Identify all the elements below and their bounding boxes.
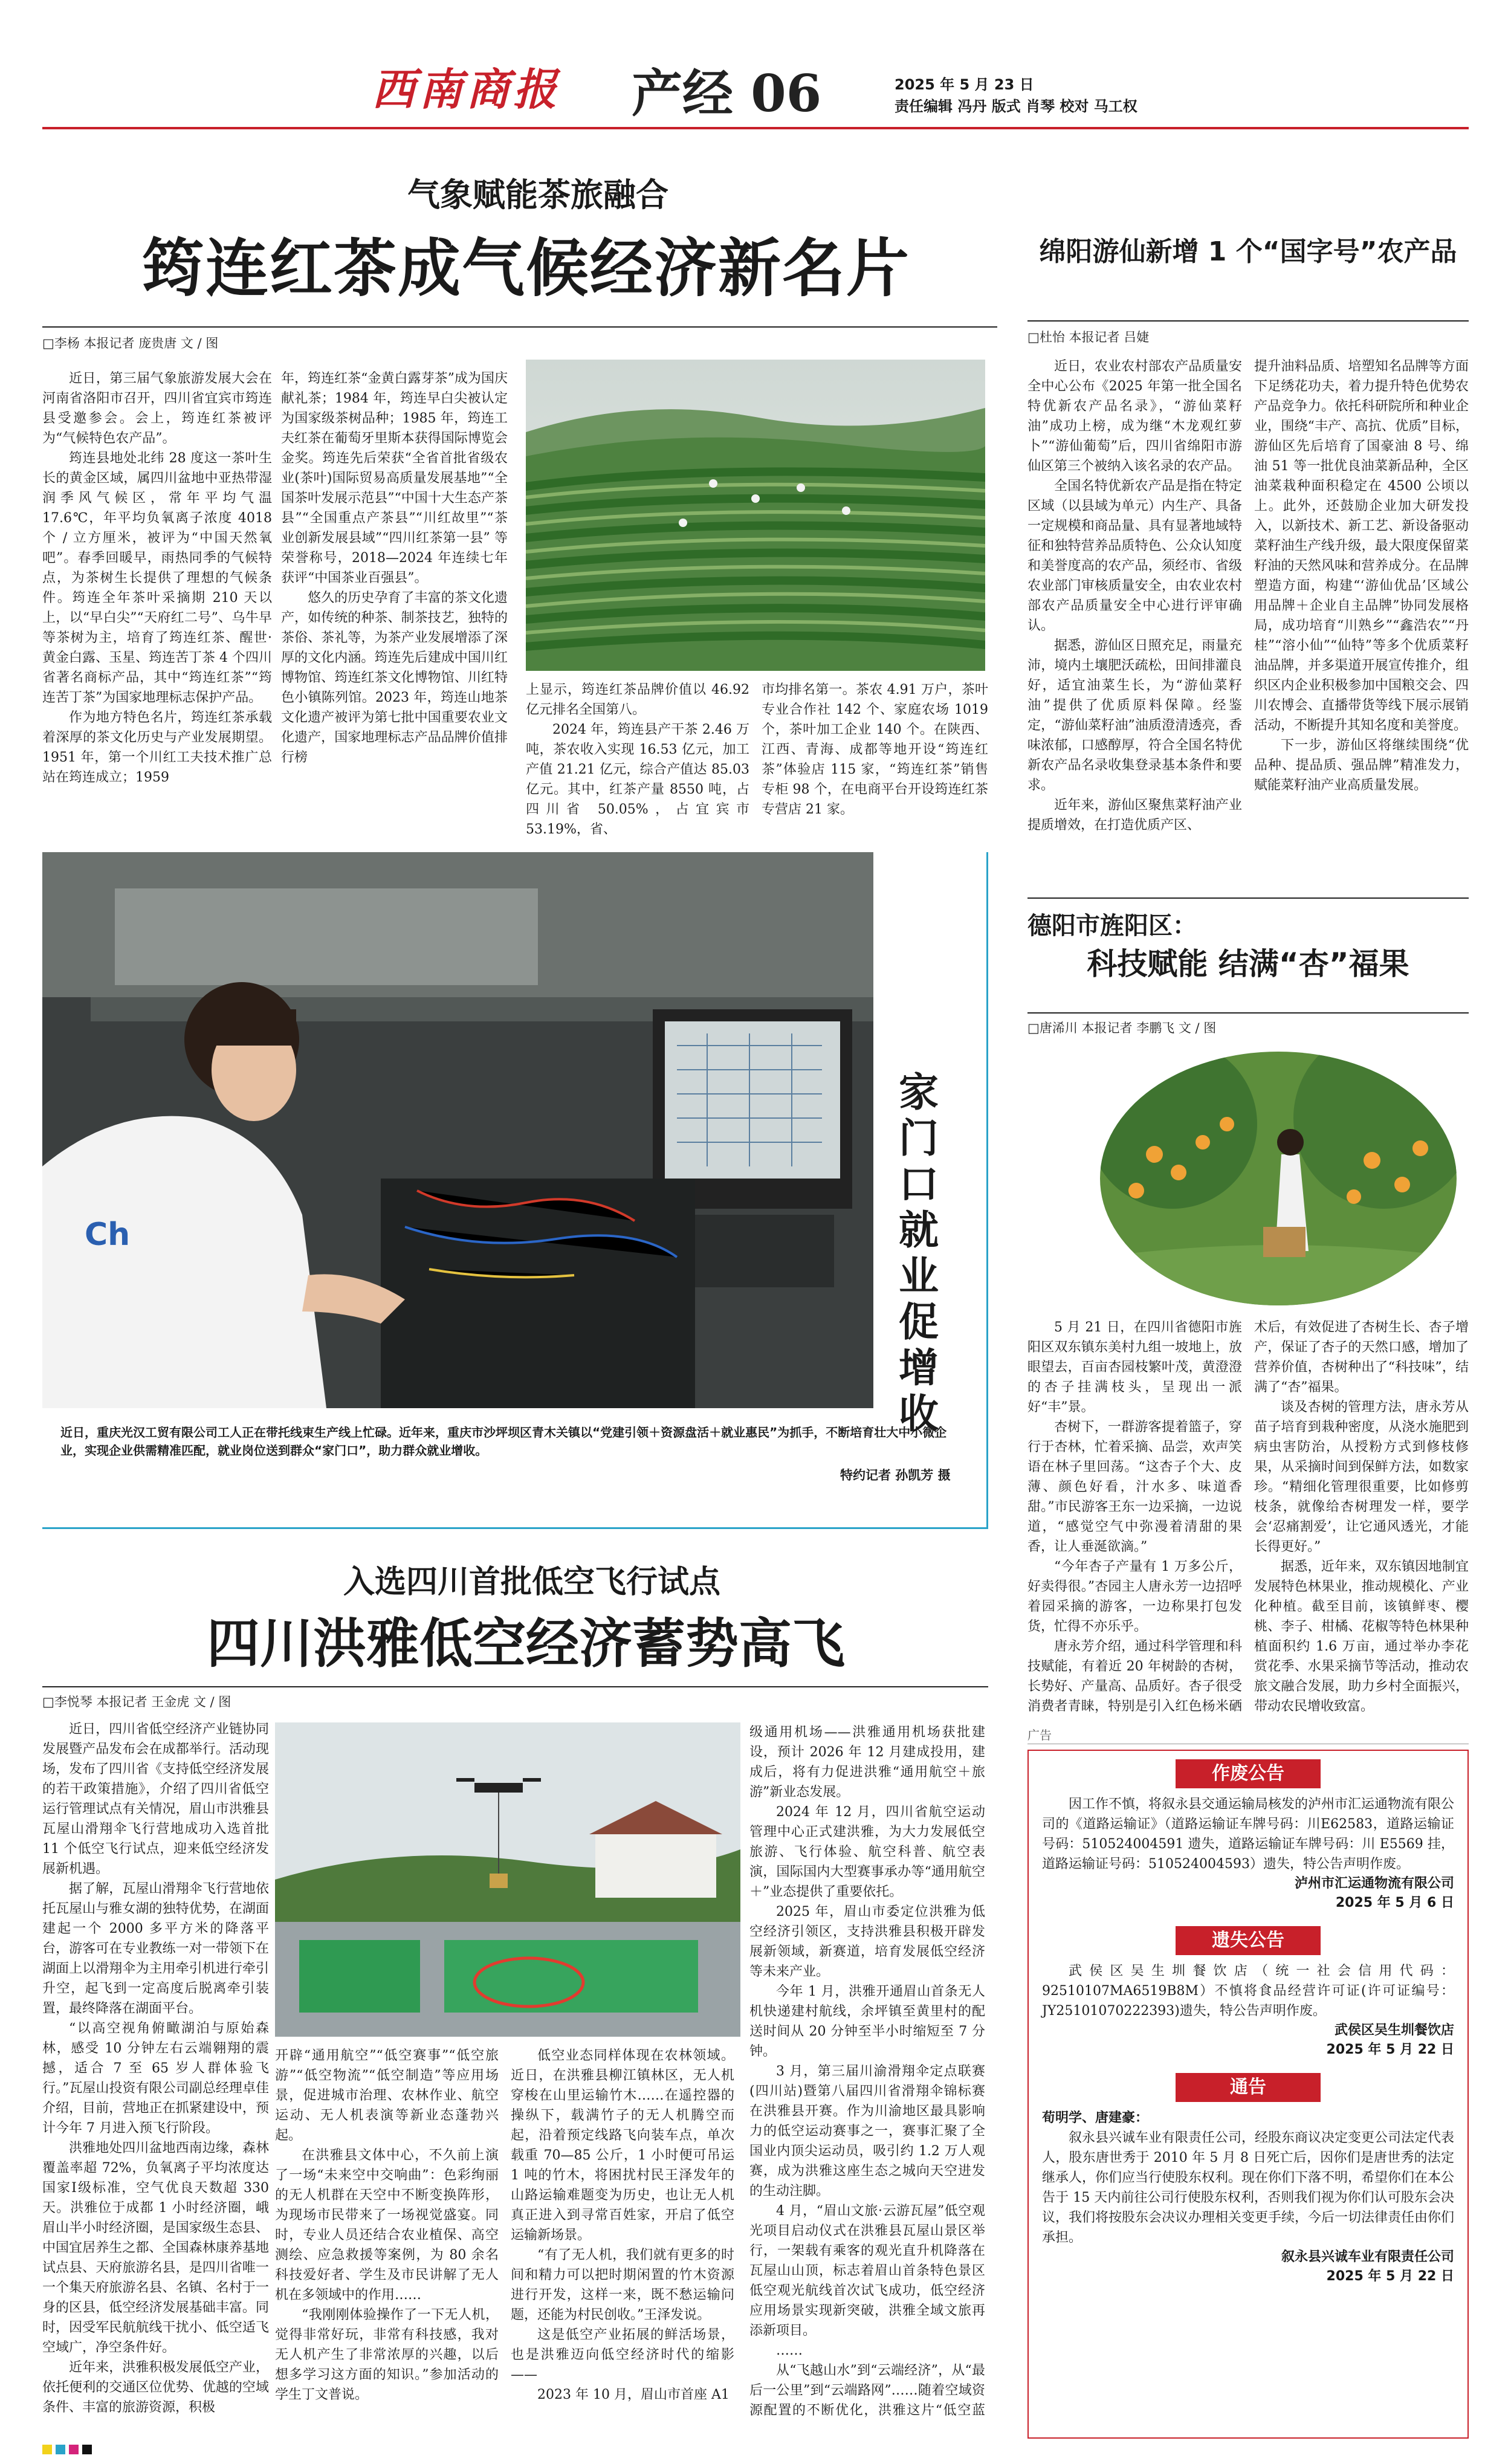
article1-headline: 筠连红茶成气候经济新名片 [141,231,910,305]
paragraph: 上显示，筠连红茶品牌价值以 46.92 亿元排名全国第八。 [526,682,749,717]
section-name: 产经 [632,64,734,123]
color-registration-marks [42,2445,115,2454]
paragraph: 2024 年，筠连县产干茶 2.46 万吨，茶农收入实现 16.53 亿元，加工产值 21.21 亿元，综合产值达 85.03 亿元。其中，红茶产量 8550 吨，占四川省 50.05%，占宜宾市 53.19%，省、 [526,722,749,837]
paragraph: 据了解，瓦屋山滑翔伞飞行营地依托瓦屋山与雅女湖的独特优势，在湖面建起一个 2000 多平方米的降落平台，游客可在专业教练一对一带领下在湖面上以滑翔伞为主用牵引机进行牵引升空，起飞到一定高度后脱离牵引装置，最终降落在湖面平台。 [42,1881,269,2016]
paragraph: 唐永芳介绍，通过科学管理和科技赋能，有着近 20 年树龄的杏树，长势好、产量高、品质好。杏子很受消费者青睐，特别是引入红色杨米硒 [1027,1639,1242,1714]
factory-worker-photo [42,852,873,1408]
svg-text:Ch: Ch [85,1217,131,1253]
article2-headline: 四川洪雅低空经济蓄势高飞 [206,1612,845,1675]
paragraph: “今年杏子产量有 1 万多公斤，好卖得很。”杏园主人唐永芳一边招呼着园采摘的游客，一边称果打包发货，忙得不亦乐乎。 [1027,1559,1242,1634]
paragraph: …… [776,2343,803,2358]
notice1-date: 2025 年 5 月 6 日 [1335,1895,1454,1910]
paragraph: 4 月，“眉山文旅·云游瓦屋”低空观光项目启动仪式在洪雅县瓦屋山景区举行，一架载有乘客的观光直升机降落在瓦屋山山顶，标志着眉山首条特色景区低空观光航线首次试飞成功，低空经济应用场景实现新突破，洪雅全域文旅再添新项目。 [749,2204,985,2338]
paragraph: 2023 年 10 月，眉山市首座 A1 [537,2387,730,2402]
notice3-body: 叙永县兴诚车业有限责任公司，经股东商议决定变更公司法定代表人，股东唐世秀于 2010 年 5 月 8 日死亡后，因你们是唐世秀的法定继承人，你们应当行使股东权利。现在你们下落不明，希望你们在本公告于 15 天内前往公司行使股东权利，否则我们视为你们认可股东会决议，我们将按股东会决议办理相关变更手续，今后一切法律责任由你们承担。 [1042,2130,1455,2245]
paragraph: 近日，农业农村部农产品质量安全中心公布《2025 年第一批全国名特优新农产品名录》，“游仙菜籽油”成功上榜，成为继“木龙观红萝卜”“游仙葡萄”后，四川省绵阳市游仙区第三个被纳入该名录的农产品。 [1027,359,1242,474]
notice3-salutation: 荀明学、唐建豪： [1042,2110,1149,2126]
paragraph: 开辟“通用航空”“低空赛事”“低空旅游”“低空物流”“低空制造”等应用场景，促进城市治理、农林作业、航空运动、无人机表演等新业态蓬勃兴起。 [275,2048,499,2143]
paragraph: 年，筠连红茶“金黄白露芽茶”成为国庆献礼茶；1984 年，筠连早白尖被认定为国家级茶树品种；1985 年，筠连工夫红茶在葡萄牙里斯本获得国际博览会金奖。筠连先后荣获“全省首批省级农业(茶叶)国际贸易高质量发展基地”“全国茶叶发展示范县”“中国十大生态产茶县”“全国重点产茶县”“川红故里”“茶业创新发展县域”“四川红茶第一县” 等荣誉称号，2018—2024 年连续七年获评“中国茶业百强县”。 [281,371,508,586]
masthead-rule [42,127,1469,129]
notice3-date: 2025 年 5 月 22 日 [1326,2269,1454,2284]
article4-byline: □唐浠川 本报记者 李鹏飞 文 / 图 [1027,1021,1217,1035]
article2-col2 [275,2046,499,2417]
notice2-body: 武侯区吴生圳餐饮店（统一社会信用代码：92510107MA6519B8M）不慎将食品经营许可证(许可证编号：JY25101070222393)遗失，特公告声明作废。 [1042,1964,1454,2019]
notice1-signer: 泸州市汇运通物流有限公司 [1294,1876,1454,1891]
article1-col1 [42,369,272,846]
paragraph: 据悉，游仙区日照充足，雨量充沛，境内土壤肥沃疏松，田间排灌良好，适宜油菜生长，为“游仙菜籽油”提供了优质原料保障。经鉴定，“游仙菜籽油”油质澄清透亮，香味浓郁，口感醇厚，符合全国名特优新农产品名录收集登录基本条件和要求。 [1027,638,1242,793]
paragraph: 2024 年 12 月，四川省航空运动管理中心正式建洪雅，为大力发展低空旅游、飞行体验、航空科普、航空表演，国际国内大型赛事承办等“通用航空＋”业态提供了重要依托。 [749,1805,985,1900]
paragraph: 今年 1 月，洪雅开通眉山首条无人机快递建村航线，余坪镇至黄里村的配送时间从 20 分钟至半小时缩短至 7 分钟。 [749,1984,985,2059]
paragraph: 全国名特优新农产品是指在特定区域（以县域为单元）内生产、具备一定规模和商品量、具有显著地域特征和独特营养品质特色、公众认知度和美誉度高的农产品，须经市、省级农业部门审核质量安全，由农业农村部农产品质量安全中心进行评审确认。 [1027,479,1242,633]
paragraph: 悠久的历史孕育了丰富的茶文化遗产，如传统的种茶、制茶技艺，独特的茶俗、茶礼等，为茶产业发展增添了深厚的文化内涵。筠连先后建成中国川红博物馆、筠连红茶文化博物馆、川红特色小镇陈列馆。2023 年，筠连山地茶文化遗产被评为第七批中国重要农业文化遗产，国家地理标志产品品牌价值排行榜 [281,590,508,765]
ads-box [1027,1750,1469,2439]
paragraph: 杏树下，一群游客提着篮子，穿行于杏林，忙着采摘、品尝，欢声笑语在林子里回荡。“这杏子个大、皮薄、颜色好看，汁水多、味道香甜。”市民游客王东一边采摘，一边说道，“感觉空气中弥漫着清甜的果香，让人垂涎欲滴。” [1027,1420,1242,1554]
paragraph: 提升油料品质、培塑知名品牌等方面下足绣花功夫，着力提升特色优势农产品竞争力。依托科研院所和种业企业，围绕“丰产、高抗、优质”目标，游仙区先后培育了国豪油 8 号、绵油 51 等一批优良油菜新品种，全区油菜栽种面积稳定在 4500 公顷以上。此外，还鼓励企业加大研发投入，以新技术、新工艺、新设备驱动菜籽油生产线升级，最大限度保留菜籽油的天然风味和营养成分。在品牌塑造方面，构建“‘游仙优品’区域公用品牌＋企业自主品牌”协同发展格局，成功培育“川熟乡”“鑫浩农”“丹桂”“溶小仙”“仙特”等多个优质菜籽油品牌，并多渠道开展宣传推介，组织区内企业积极参加中国粮交会、四川农博会、直播带货等线下展示展销活动，不断提升其知名度和美誉度。 [1254,359,1469,733]
paragraph: 市均排名第一。茶农 4.91 万户，茶叶专业合作社 142 个、家庭农场 1019 个，茶叶加工企业 140 个。在陕西、江西、青海、成都等地开设“筠连红茶”体验店 115 家，“筠连红茶”销售专柜 98 个，在电商平台开设筠连红茶专营店 21 家。 [762,682,988,817]
article3-col1 [1027,357,1242,888]
notice2-title: 遗失公告 [1176,1926,1321,1955]
paragraph: 下一步，游仙区将继续围绕“优品种、提品质、强品牌”精准发力，赋能菜籽油产业高质量发展。 [1254,738,1469,793]
paragraph: 这是低空产业拓展的鲜活场景，也是洪雅迈向低空经济时代的缩影—— [511,2327,734,2382]
paragraph: 5 月 21 日，在四川省德阳市旌阳区双东镇东美村九组一坡地上，放眼望去，百亩杏园枝繁叶茂，黄澄澄的杏子挂满枝头，呈现出一派好“丰”景。 [1027,1320,1242,1415]
article4-headline: 科技赋能 结满“杏”福果 [1087,946,1409,981]
apricot-orchard-photo [1100,1052,1457,1305]
drone-photo [275,1722,740,2037]
paragraph: 2025 年，眉山市委定位洪雅为低空经济引领区，支持洪雅县积极开辟发展新领域，新赛道，培育发展低空经济等未来产业。 [749,1904,985,1979]
paragraph: 从“飞越山水”到“云端经济”，从“最后一公里”到“云端路网”……随着空域资源配置的不断优化，洪雅这片“低空蓝 [749,2363,985,2417]
article1-byline: □李杨 本报记者 庞贵唐 文 / 图 [42,336,219,351]
article2-byline: □李悦琴 本报记者 王金虎 文 / 图 [42,1695,231,1709]
notice3-title: 通告 [1176,2073,1321,2102]
notice2-date: 2025 年 5 月 22 日 [1326,2042,1454,2057]
article1-col2 [281,369,508,846]
paragraph: 低空业态同样体现在农林领域。近日，在洪雅县柳江镇林区，无人机穿梭在山里运输竹木……在遥控器的操纵下，载满竹子的无人机腾空而起，沿着预定线路飞向装车点，单次载重 70—85 公斤，1 小时便可吊运 1 吨的竹木，将困扰村民王泽发年的山路运输难题变为历史，也让无人机真正进入到寻常百姓家，开启了低空运输新场景。 [511,2048,734,2243]
notice3-signer: 叙永县兴诚车业有限责任公司 [1281,2249,1454,2265]
article2-col3 [511,2046,734,2417]
newspaper-logo: 西南商报 [372,63,561,115]
paragraph: 级通用机场——洪雅通用机场获批建设，预计 2026 年 12 月建成投用，建成后，将有力促进洪雅“通用航空＋旅游”新业态发展。 [749,1725,985,1800]
paragraph: 据悉，近年来，双东镇因地制宜发展特色林果业，推动规模化、产业化种植。截至目前，该镇鲜枣、樱桃、李子、柑橘、花椒等特色林果种植面积约 1.6 万亩，通过举办李花赏花季、水果采摘节等活动，推动农旅文融合发展，助力乡村全面振兴，带动农民增收致富。 [1254,1559,1469,1714]
notice2-signer: 武侯区吴生圳餐饮店 [1334,2023,1454,2038]
paragraph: 近年来，游仙区聚焦菜籽油产业提质增效，在打造优质产区、 [1027,798,1242,833]
paragraph: 近年来，洪雅积极发展低空产业，依托便利的交通区位优势、优越的空域条件、丰富的旅游资源，积极 [42,2360,269,2415]
article4-col1 [1027,1318,1242,1716]
paragraph: 3 月，第三届川渝滑翔伞定点联赛(四川站)暨第八届四川省滑翔伞锦标赛在洪雅县开赛。作为川渝地区最具影响力的低空运动赛事之一，赛事汇聚了全国业内顶尖运动员，吸引约 1.2 万人观赛，成为洪雅这座生态之城向天空进发的生动注脚。 [749,2064,985,2199]
article2-col1 [42,1719,269,2417]
article1-col4 [762,680,988,849]
notice1-body: 因工作不慎，将叙永县交通运输局核发的泸州市汇运通物流有限公司的《道路运输证》（道路运输证车牌号码：川E62583，道路运输证号码：510524004591 遗失，道路运输证车牌号码：川 E5569 挂，道路运输证号码：510524004593）遗失，特公告声明作废。 [1042,1797,1455,1872]
paragraph: 近日，第三届气象旅游发展大会在河南省洛阳市召开，四川省宜宾市筠连县受邀参会。会上，筠连红茶被评为“气候特色农产品”。 [42,371,272,446]
photo-caption: 近日，重庆光汉工贸有限公司工人正在带托线束生产线上忙碌。近年来，重庆市沙坪坝区青木关镇以“党建引领＋资源盘活＋就业惠民”为抓手，不断培育壮大中小微企业，实现企业供需精准匹配，就业岗位送到群众“家门口”，助力群众就业增收。 [60,1425,947,1458]
paragraph: 谈及杏树的管理方法，唐永芳从苗子培育到栽种密度，从浇水施肥到病虫害防治，从授粉方式到修枝修果，从采摘时间到保鲜方法，如数家珍。“精细化管理很重要，比如修剪枝条，就像给杏树理发一样，要学会‘忍痛割爱’，让它通风透光，才能长得更好。” [1254,1400,1469,1554]
article4-col2 [1254,1318,1469,1716]
article3-col2 [1254,357,1469,888]
photo-credit: 特约记者 孙凯芳 摄 [840,1468,951,1483]
article2-col4 [749,1722,985,2417]
paragraph: 术后，有效促进了杏树生长、杏子增产，保证了杏子的天然口感，增加了营养价值，杏树种出了“科技味”，结满了“杏”福果。 [1254,1320,1469,1395]
masthead [42,48,1469,121]
notice1-title: 作废公告 [1176,1759,1321,1788]
feature-vertical-title: 家 门 口 就 业 促 增 收 [899,1069,939,1437]
article1-kicker: 气象赋能茶旅融合 [407,176,668,214]
paragraph: 筠连县地处北纬 28 度这一茶叶生长的黄金区域，属四川盆地中亚热带湿润季风气候区，常年平均气温 17.6℃，年平均负氧离子浓度 4018 个 / 立方厘米，被评为“中国天然氧吧”。春季回暖早，雨热同季的气候特点，为茶树生长提供了理想的气候条件。筠连全年茶叶采摘期 210 天以上，以“早白尖”“天府红二号”、乌牛早等茶树为主，培育了筠连红茶、醒世·黄金白露、玉星、筠连苦丁茶 4 个四川省著名商标产品，其中“筠连红茶”“筠连苦丁茶”为国家地理标志保护产品。 [42,451,272,705]
article3-headline: 绵阳游仙新增 1 个“国字号”农产品 [1039,236,1457,267]
article1-col3 [526,680,749,849]
paragraph: 在洪雅县文体中心，不久前上演了一场“未来空中交响曲”：色彩绚丽的无人机群在天空中不断变换阵形，为现场市民带来了一场视觉盛宴。同时，专业人员还结合农业植保、高空测绘、应急救援等案例，为 80 余名科技爱好者、学生及市民讲解了无人机在多领域中的作用…… [275,2148,499,2303]
page-number: 06 [751,63,822,123]
ads-label: 广告 [1027,1728,1052,1742]
paragraph: “我刚刚体验操作了一下无人机，觉得非常好玩，非常有科技感，我对无人机产生了非常浓厚的兴趣，以后想多学习这方面的知识。”参加活动的学生丁文普说。 [275,2307,499,2402]
article3-byline: □杜怡 本报记者 吕婕 [1027,330,1150,344]
article2-kicker: 入选四川首批低空飞行试点 [343,1564,720,1600]
paragraph: 作为地方特色名片，筠连红茶承载着深厚的茶文化历史与产业发展期望。1951 年，第一个川红工夫技术推广总站在筠连成立；1959 [42,710,272,785]
paragraph: “有了无人机，我们就有更多的时间和精力可以把时期闲置的竹木资源进行开发，这样一来，既不愁运输问题，还能为村民创收。”王泽发说。 [511,2248,734,2323]
issue-date: 2025 年 5 月 23 日 [895,76,1034,93]
editor-credits: 责任编辑 冯丹 版式 肖琴 校对 马工权 [895,98,1137,115]
paragraph: 洪雅地处四川盆地西南边缘，森林覆盖率超 72%，负氧离子平均浓度达国家Ⅰ级标准，空气优良天数超 330 天。洪雅位于成都 1 小时经济圈，峨眉山半小时经济圈，是国家级生态县、中国宜居养生之都、全国森林康养基地试点县、天府旅游名县，是四川省唯一一个集天府旅游名县、名镇、名村于一身的区县，低空经济发展基础丰富。同时，因受军民航航线干扰小、低空适飞空域广，净空条件好。 [42,2141,269,2355]
article4-kicker: 德阳市旌阳区： [1027,912,1197,940]
tea-garden-photo [526,360,985,671]
paragraph: “以高空视角俯瞰湖泊与原始森林，感受 10 分钟左右云端翱翔的震撼，适合 7 至 65 岁人群体验飞行。”瓦屋山投资有限公司副总经理卓佳介绍，目前，营地正在抓紧建设中，预计今年 7 月进入预飞行阶段。 [42,2021,269,2136]
paragraph: 近日，四川省低空经济产业链协同发展暨产品发布会在成都举行。活动现场，发布了四川省《支持低空经济发展的若干政策措施》，介绍了四川省低空运行管理试点有关情况，眉山市洪雅县瓦屋山滑翔伞飞行营地成功入选首批 11 个低空飞行试点，迎来低空经济发展新机遇。 [42,1722,269,1877]
